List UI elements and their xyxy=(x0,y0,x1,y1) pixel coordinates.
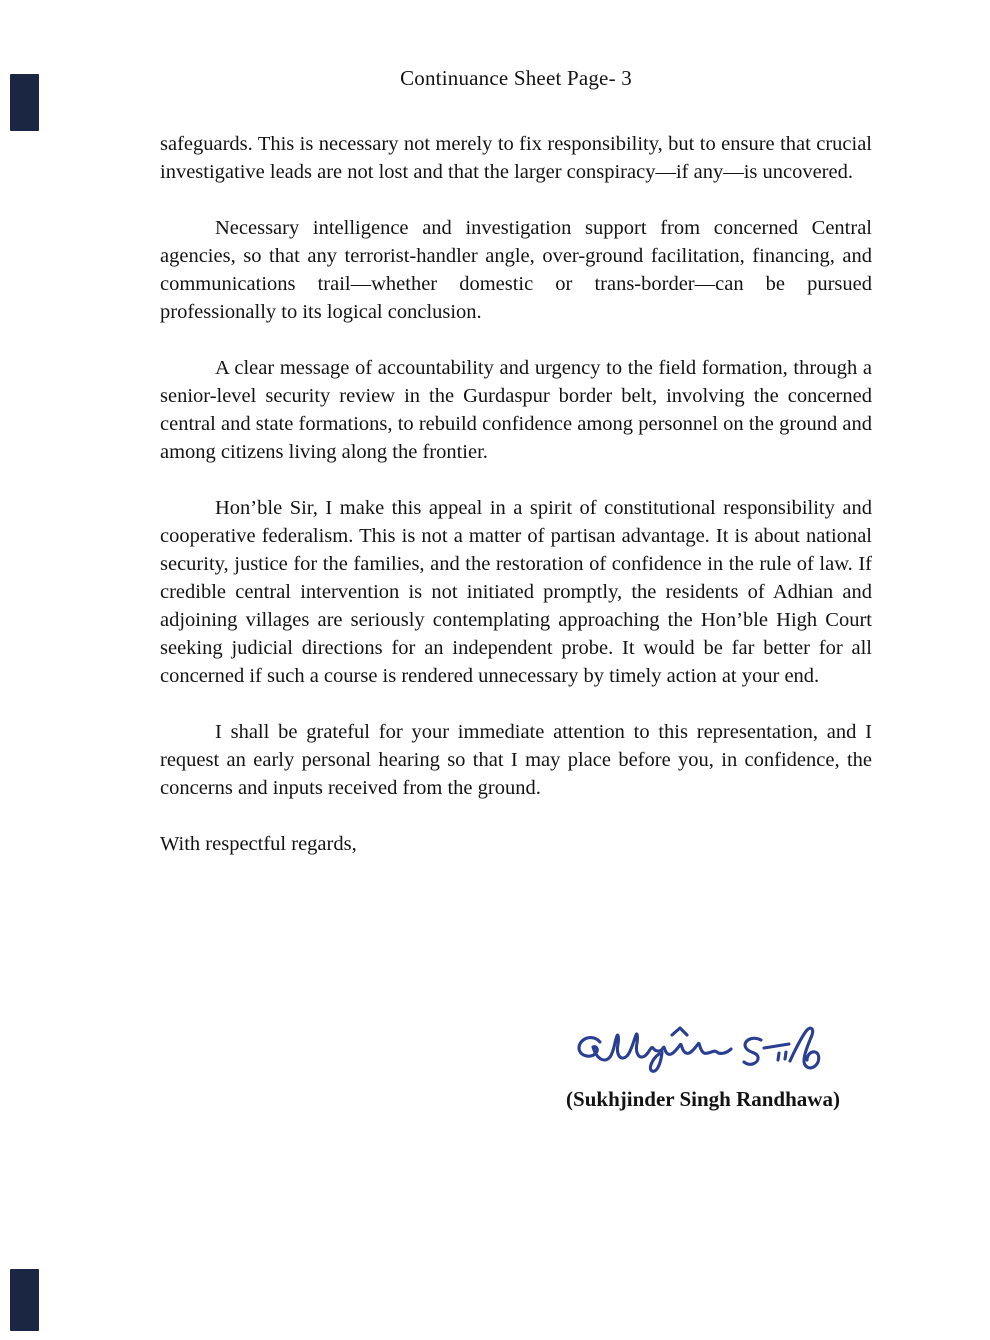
paragraph-central-agencies: Necessary intelligence and investigation support from concerned Central agencies, so that any terrorist-handler angle, over-ground facilitation, financing, and communications trail—whether domestic or trans-border—can be pursued professionally to its logical conclusion. xyxy=(160,217,872,323)
letter-body xyxy=(160,130,872,858)
handwritten-signature-ink xyxy=(574,1026,826,1082)
paragraph-request-hearing: I shall be grateful for your immediate attention to this representation, and I request an early personal hearing so that I may place before you, in confidence, the concerns and inputs received from the ground. xyxy=(160,721,872,799)
paragraph-security-review: A clear message of accountability and urgency to the field formation, through a senior-level security review in the Gurdaspur border belt, involving the concerned central and state formations, to rebuild confidence among personnel on the ground and among citizens living along the frontier. xyxy=(160,357,872,463)
scan-artifact-top-left xyxy=(10,74,39,131)
scan-artifact-bottom-left xyxy=(10,1269,39,1331)
paragraph-appeal: Hon’ble Sir, I make this appeal in a spirit of constitutional responsibility and cooperative federalism. This is not a matter of partisan advantage. It is about national security, justice for the families, and the restoration of confidence in the rule of law. If credible central intervention is not initiated promptly, the residents of Adhian and adjoining villages are seriously contemplating approaching the Hon’ble High Court seeking judicial directions for an independent probe. It would be far better for all concerned if such a course is rendered unnecessary by timely action at your end. xyxy=(160,497,872,687)
document-page xyxy=(0,64,990,1340)
paragraph-continuation: safeguards. This is necessary not merely to fix responsibility, but to ensure that crucial investigative leads are not lost and that the larger conspiracy—if any—is uncovered. xyxy=(160,133,872,183)
page-title: Continuance Sheet Page- 3 xyxy=(400,66,632,90)
signatory-printed-name: (Sukhjinder Singh Randhawa) xyxy=(566,1087,840,1111)
closing-salutation: With respectful regards, xyxy=(160,833,357,855)
